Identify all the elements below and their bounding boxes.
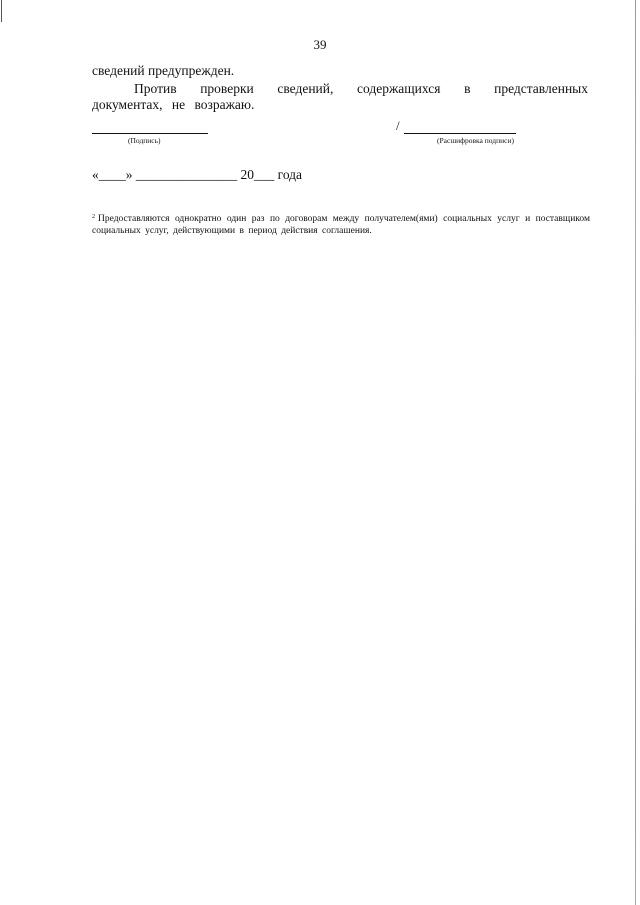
signature-transcript-caption: (Расшифровка подписи) bbox=[437, 136, 514, 145]
consent-paragraph: Против проверки сведений, содержащихся в представленных документах, не возражаю. bbox=[92, 81, 588, 112]
signature-separator: / bbox=[396, 118, 400, 133]
page-number: 39 bbox=[313, 37, 327, 52]
body-line-first: сведений предупрежден. bbox=[92, 63, 235, 78]
scan-edge-right bbox=[635, 0, 636, 905]
footnote-text: Предоставляются однократно один раз по договорам между получателем(ями) социальных услуг и поставщиком социальных услуг, действующими в период действия соглашения. bbox=[92, 214, 590, 236]
signature-caption: (Подпись) bbox=[128, 136, 161, 145]
signature-line bbox=[92, 133, 208, 134]
signature-transcript-line bbox=[404, 133, 516, 134]
footnote-marker: 2 bbox=[92, 214, 95, 220]
footnote bbox=[92, 211, 590, 237]
scan-edge-left bbox=[1, 0, 2, 22]
date-field: «____» _______________ 20___ года bbox=[92, 167, 303, 182]
